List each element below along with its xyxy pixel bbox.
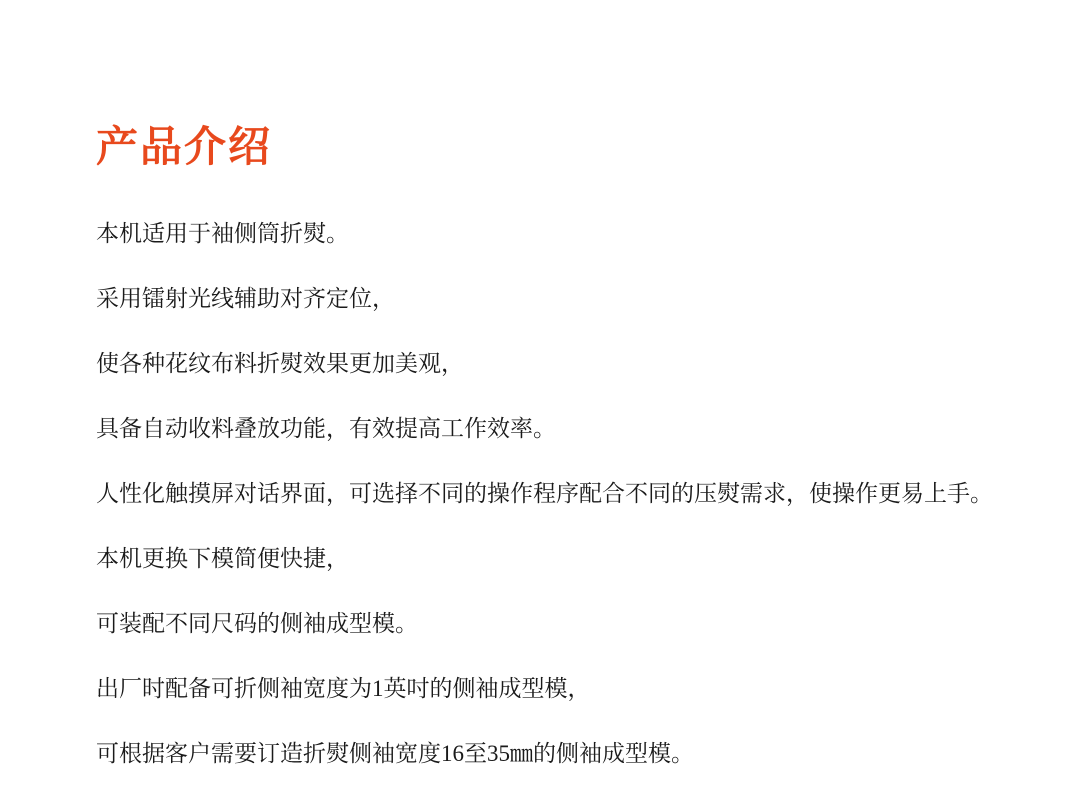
body-line: 出厂时配备可折侧袖宽度为1英吋的侧袖成型模， <box>96 676 591 701</box>
body-line: 采用镭射光线辅助对齐定位， <box>96 286 395 311</box>
body-line: 可根据客户需要订造折熨侧袖宽度16至35㎜的侧袖成型模。 <box>96 741 694 766</box>
body-line: 具备自动收料叠放功能，有效提高工作效率。 <box>96 416 556 441</box>
body-line: 使各种花纹布料折熨效果更加美观， <box>96 351 464 376</box>
body-line: 人性化触摸屏对话界面，可选择不同的操作程序配合不同的压熨需求，使操作更易上手。 <box>96 481 993 506</box>
page-title: 产品介绍 <box>96 125 273 172</box>
body-text-block <box>96 190 1046 798</box>
body-line: 本机更换下模简便快捷， <box>96 546 349 571</box>
body-line: 可装配不同尺码的侧袖成型模。 <box>96 611 418 636</box>
body-line: 本机适用于袖侧筒折熨。 <box>96 221 349 246</box>
